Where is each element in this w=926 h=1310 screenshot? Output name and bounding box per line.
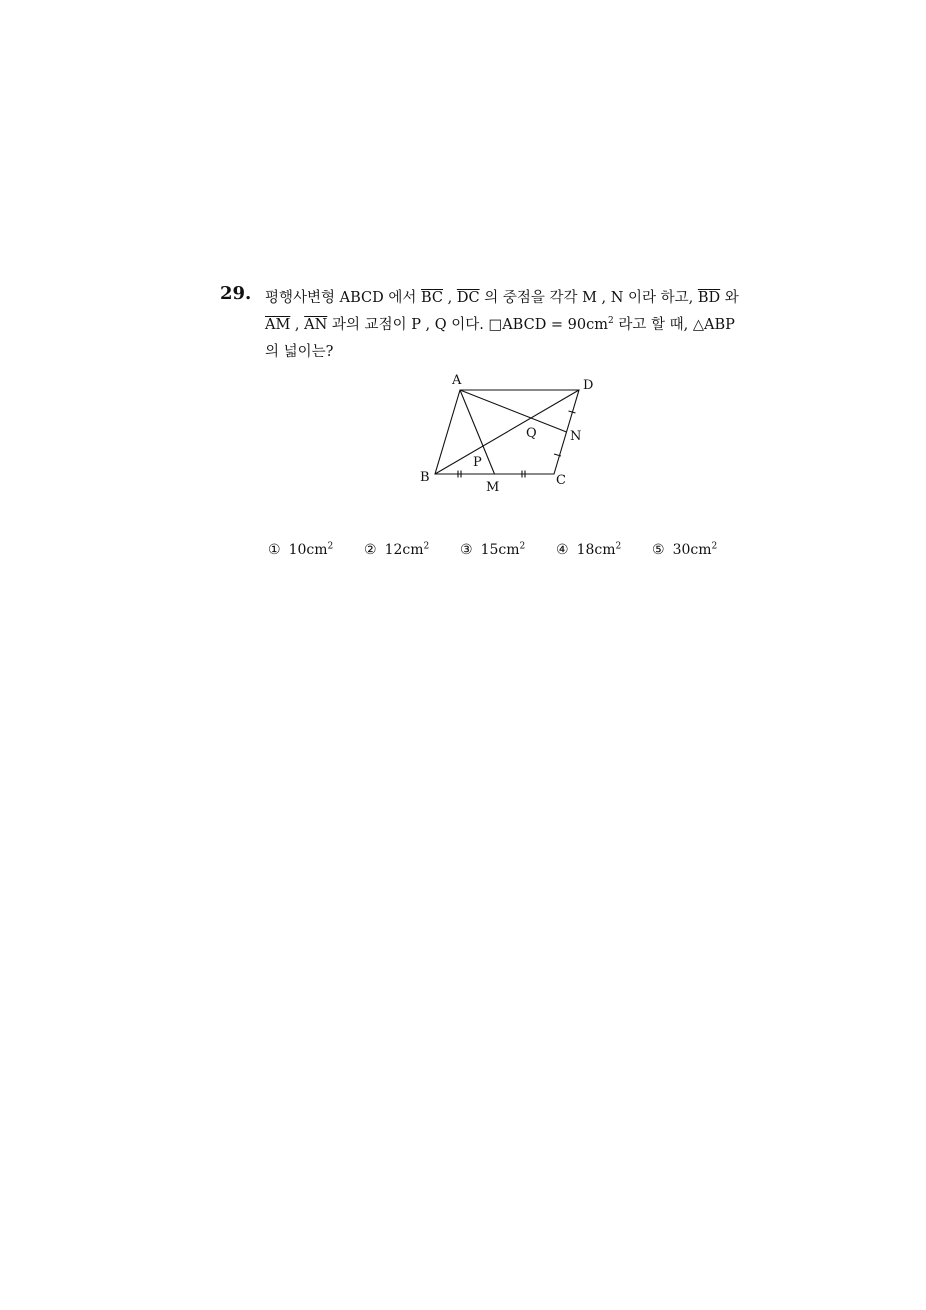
choice-value: 15cm bbox=[480, 542, 520, 558]
stem-text: 라고 할 때, △ABP bbox=[613, 317, 735, 333]
question-number: 29. bbox=[220, 283, 252, 304]
choice-value: 10cm bbox=[288, 542, 328, 558]
label-p: P bbox=[473, 455, 482, 470]
stem-text: 와 bbox=[720, 290, 739, 306]
segment-bd: $\overline{BD}$ bbox=[697, 290, 721, 306]
label-n: N bbox=[570, 429, 582, 444]
segment-dc: $\overline{DC}$ bbox=[456, 290, 480, 306]
segment-bc: $\overline{BC}$ bbox=[421, 290, 444, 306]
superscript: 2 bbox=[423, 541, 430, 552]
superscript: 2 bbox=[615, 541, 622, 552]
choice-5[interactable] bbox=[652, 542, 748, 558]
stem-text: 과의 교점이 P , Q 이다. □ABCD = 90cm bbox=[327, 317, 609, 333]
label-m: M bbox=[486, 480, 500, 495]
label-b: B bbox=[420, 470, 430, 485]
superscript: 2 bbox=[608, 316, 614, 327]
stem-line-1 bbox=[265, 285, 745, 312]
stem-text: , bbox=[443, 290, 457, 306]
segment-an: $\overline{AN}$ bbox=[304, 317, 328, 333]
choice-value: 30cm bbox=[672, 542, 712, 558]
stem-line-2 bbox=[265, 312, 745, 339]
choice-marker: ⑤ bbox=[652, 542, 665, 558]
stem-line-3: 의 넓이는? bbox=[265, 344, 334, 360]
choice-value: 18cm bbox=[576, 542, 616, 558]
choice-marker: ④ bbox=[556, 542, 569, 558]
segment-an-line bbox=[460, 390, 567, 432]
choice-1[interactable] bbox=[268, 542, 364, 558]
superscript: 2 bbox=[327, 541, 334, 552]
stem-text: 의 중점을 각각 M , N 이라 하고, bbox=[479, 290, 698, 306]
superscript: 2 bbox=[519, 541, 526, 552]
stem-text: 평행사변형 ABCD 에서 bbox=[265, 290, 421, 306]
segment-am: $\overline{AM}$ bbox=[265, 317, 291, 333]
superscript: 2 bbox=[711, 541, 718, 552]
parallelogram-figure bbox=[410, 365, 610, 495]
question-stem bbox=[265, 285, 745, 366]
choice-marker: ② bbox=[364, 542, 377, 558]
choice-2[interactable] bbox=[364, 542, 460, 558]
choice-value: 12cm bbox=[384, 542, 424, 558]
label-a: A bbox=[452, 373, 462, 388]
label-c: C bbox=[556, 473, 566, 488]
label-q: Q bbox=[526, 426, 537, 441]
choice-marker: ① bbox=[268, 542, 281, 558]
choice-3[interactable] bbox=[460, 542, 556, 558]
answer-choices bbox=[268, 542, 748, 558]
choice-4[interactable] bbox=[556, 542, 652, 558]
label-d: D bbox=[583, 378, 594, 393]
choice-marker: ③ bbox=[460, 542, 473, 558]
stem-text: , bbox=[290, 317, 305, 333]
